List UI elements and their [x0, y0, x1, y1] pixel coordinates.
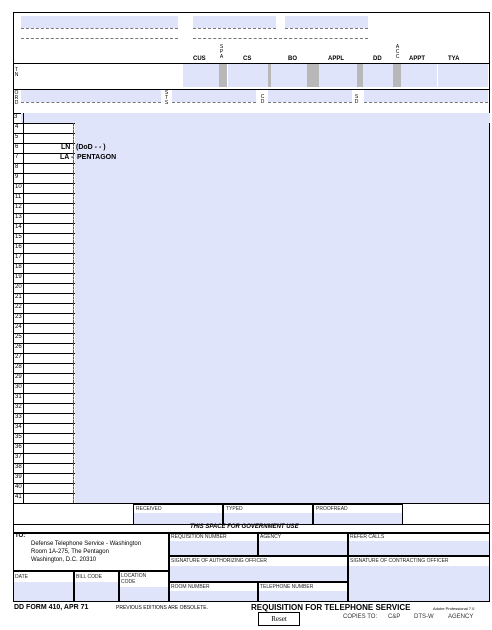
room-number-label: ROOM NUMBER	[171, 584, 210, 590]
row-divider	[73, 123, 74, 133]
row-divider	[73, 433, 74, 443]
row-number: 13	[15, 214, 22, 220]
refer-calls-field[interactable]	[349, 541, 489, 555]
row-number: 40	[15, 484, 22, 490]
received-field[interactable]	[134, 513, 222, 524]
row-number: 11	[15, 194, 22, 200]
bill-code-field[interactable]	[75, 582, 118, 601]
row-divider	[73, 443, 74, 453]
row-divider	[73, 293, 74, 303]
top-field-2[interactable]	[193, 16, 276, 28]
row-entry-field[interactable]	[75, 233, 489, 243]
row-divider	[73, 413, 74, 423]
row-divider	[73, 463, 74, 473]
row-divider	[73, 193, 74, 203]
adobe-note: Adobe Professional 7.0	[433, 606, 475, 611]
previous-editions: PREVIOUS EDITIONS ARE OBSOLETE.	[116, 605, 208, 611]
ord-field-4[interactable]	[364, 90, 488, 102]
row-entry-field[interactable]	[75, 393, 489, 403]
telephone-number-field[interactable]	[259, 591, 347, 601]
tn-field-cus[interactable]	[183, 64, 219, 87]
row-divider	[73, 353, 74, 363]
proofread-field[interactable]	[314, 513, 402, 524]
to-label: TO:	[15, 533, 26, 539]
telephone-number-label: TELEPHONE NUMBER	[260, 584, 314, 590]
row-number: 18	[15, 264, 22, 270]
date-field[interactable]	[14, 582, 73, 601]
row-number: 3	[14, 114, 18, 120]
to-address-1: Defense Telephone Service - Washington	[31, 541, 142, 547]
col-bo: BO	[288, 56, 297, 62]
row-entry-field[interactable]	[75, 203, 489, 213]
top-field-1[interactable]	[21, 16, 178, 28]
row-divider	[73, 423, 74, 433]
row-number: 30	[15, 384, 22, 390]
ln-value: (DoD - - )	[76, 144, 106, 151]
row-number: 16	[15, 244, 22, 250]
tn-field-appl[interactable]	[319, 64, 357, 87]
row-divider	[73, 133, 74, 143]
la-label: LA -	[60, 154, 74, 161]
tn-field-appt[interactable]	[401, 64, 437, 87]
copies-to-label: COPIES TO:	[343, 614, 378, 620]
row-number: 31	[15, 394, 22, 400]
ord-field-3-line	[268, 102, 352, 103]
row-number: 27	[15, 354, 22, 360]
row-divider	[73, 233, 74, 243]
row-entry-field[interactable]	[75, 373, 489, 383]
row-entry-field[interactable]	[75, 323, 489, 333]
la-value: PENTAGON	[77, 154, 117, 161]
top-field-2b-line	[193, 38, 368, 39]
row-number: 34	[15, 424, 22, 430]
row-entry-field[interactable]	[75, 343, 489, 353]
row-number: 23	[15, 314, 22, 320]
top-field-3[interactable]	[285, 16, 368, 28]
ord-field-2[interactable]	[172, 90, 256, 102]
bill-code-label: BILL CODE	[76, 574, 102, 580]
row-number: 28	[15, 364, 22, 370]
ord-cd-label: C D	[260, 94, 265, 105]
tn-field-cs[interactable]	[228, 64, 268, 87]
form-id: DD FORM 410, APR 71	[14, 604, 89, 611]
row-entry-field[interactable]	[75, 163, 489, 173]
row-number: 4	[15, 124, 19, 130]
row-divider	[73, 223, 74, 233]
row-number: 17	[15, 254, 22, 260]
reset-button[interactable]: Reset	[258, 612, 300, 626]
copy-dts: DTS-W	[414, 614, 434, 620]
row-number: 9	[15, 174, 19, 180]
row-entry-field[interactable]	[75, 243, 489, 253]
row-divider	[73, 393, 74, 403]
tn-field-bo[interactable]	[271, 64, 307, 87]
ord-sd-label: S D	[354, 94, 359, 105]
tn-sep-3	[307, 64, 319, 87]
row-entry-field[interactable]	[75, 273, 489, 283]
typed-field[interactable]	[224, 513, 312, 524]
date-label: DATE	[15, 574, 28, 580]
row-entry-field[interactable]	[75, 213, 489, 223]
row-divider	[73, 303, 74, 313]
refer-calls-label: REFER CALLS	[350, 534, 385, 540]
row-number: 15	[15, 234, 22, 240]
row-divider	[73, 493, 74, 503]
row-divider	[73, 273, 74, 283]
row-divider	[73, 383, 74, 393]
col-tya: TYA	[448, 56, 460, 62]
row-number: 38	[15, 464, 22, 470]
row-number: 8	[15, 164, 19, 170]
col-cs: CS	[243, 56, 252, 62]
row-divider	[73, 263, 74, 273]
row-entry-field[interactable]	[75, 363, 489, 373]
room-number-field[interactable]	[170, 591, 257, 601]
row-entry-field[interactable]	[75, 413, 489, 423]
row-entry-field[interactable]	[75, 143, 489, 153]
row-number: 7	[15, 154, 19, 160]
copy-agency: AGENCY	[448, 614, 474, 620]
top-field-2-line	[193, 28, 276, 29]
row-divider	[73, 203, 74, 213]
location-code-label: LOCATION CODE	[121, 573, 147, 585]
row-entry-field[interactable]	[75, 443, 489, 453]
row-number: 26	[15, 344, 22, 350]
row-entry-field[interactable]	[75, 223, 489, 233]
row-number: 22	[15, 304, 22, 310]
row-number: 25	[15, 334, 22, 340]
row-number: 12	[15, 204, 22, 210]
row-entry-field[interactable]	[75, 133, 489, 143]
top-field-3-line	[285, 28, 368, 29]
col-cus: CUS	[193, 56, 206, 62]
tn-sep-5	[393, 64, 401, 87]
row-number: 32	[15, 404, 22, 410]
requisition-label: REQUISITION NUMBER	[171, 534, 227, 540]
row-entry-field[interactable]	[75, 193, 489, 203]
row-number: 29	[15, 374, 22, 380]
row-divider	[73, 253, 74, 263]
row-entry-field[interactable]	[75, 303, 489, 313]
row-entry-field[interactable]	[75, 493, 489, 503]
row-entry-field[interactable]	[75, 463, 489, 473]
row-number: 39	[15, 474, 22, 480]
row-entry-field[interactable]	[75, 183, 489, 193]
row-divider	[73, 283, 74, 293]
row-entry-field[interactable]	[75, 283, 489, 293]
agency-label: AGENCY	[260, 534, 282, 540]
col-acc: A C C	[395, 44, 400, 60]
agency-field[interactable]	[259, 541, 347, 555]
row-entry-field[interactable]	[75, 293, 489, 303]
rows-num-border	[23, 113, 24, 503]
row-entry-field[interactable]	[75, 253, 489, 263]
row-divider	[73, 313, 74, 323]
table-row	[14, 493, 489, 504]
row-number: 21	[15, 294, 22, 300]
top-field-1b-line	[21, 38, 178, 39]
top-field-1-line	[21, 28, 178, 29]
row-entry-field[interactable]	[75, 313, 489, 323]
row-entry-field[interactable]	[75, 153, 489, 163]
row-number: 14	[15, 224, 22, 230]
ord-field-1[interactable]	[21, 90, 161, 102]
row-divider	[73, 173, 74, 183]
sig-contracting-label: SIGNATURE OF CONTRACTING OFFICER	[350, 558, 449, 564]
row-divider	[73, 363, 74, 373]
row-divider	[73, 213, 74, 223]
ord-field-4-line	[364, 102, 488, 103]
proofread-label: PROOFREAD	[316, 506, 348, 512]
sig-authorizing-field[interactable]	[170, 566, 347, 581]
col-spa: S P A	[219, 44, 224, 60]
row-number: 35	[15, 434, 22, 440]
copy-cp: C&P	[388, 614, 401, 620]
sig-authorizing-label: SIGNATURE OF AUTHORIZING OFFICER	[171, 558, 268, 564]
ord-field-3[interactable]	[268, 90, 352, 102]
tn-field-dd[interactable]	[363, 64, 393, 87]
row-number: 41	[15, 494, 22, 500]
row-entry-field[interactable]	[75, 123, 489, 133]
row-number: 24	[15, 324, 22, 330]
row-entry-field[interactable]	[75, 433, 489, 443]
row-entry-field[interactable]	[75, 263, 489, 273]
tn-label: T N	[14, 67, 19, 78]
form-title: REQUISITION FOR TELEPHONE SERVICE	[251, 603, 411, 612]
ord-field-1-line	[21, 102, 161, 103]
row-entry-field[interactable]	[75, 333, 489, 343]
row-divider	[73, 143, 74, 153]
row-divider	[73, 243, 74, 253]
row-divider	[73, 183, 74, 193]
row-number: 37	[15, 454, 22, 460]
row-entry-field[interactable]	[75, 473, 489, 483]
ln-label: LN	[61, 144, 71, 151]
row-divider	[73, 473, 74, 483]
tn-sep-1	[219, 64, 227, 87]
col-dd: DD	[373, 56, 382, 62]
row-entry-field[interactable]	[75, 403, 489, 413]
row-divider	[73, 373, 74, 383]
to-address-3: Washington, D.C. 20310	[31, 557, 97, 563]
row-number: 5	[15, 134, 19, 140]
requisition-field[interactable]	[170, 541, 257, 555]
location-code-field[interactable]	[120, 587, 168, 601]
row-entry-field[interactable]	[75, 383, 489, 393]
ord-label: O R D	[14, 90, 19, 106]
to-address-2: Room 1A-275, The Pentagon	[31, 549, 109, 555]
row-number: 33	[15, 414, 22, 420]
col-appt: APPT	[409, 56, 426, 62]
row-number: 36	[15, 444, 22, 450]
row-entry-field[interactable]	[75, 423, 489, 433]
row-divider	[73, 323, 74, 333]
ord-field-2-line	[172, 102, 256, 103]
row-number: 6	[15, 144, 19, 150]
rows-left-border	[13, 113, 14, 503]
row-entry-field[interactable]	[75, 483, 489, 493]
row-divider	[73, 343, 74, 353]
tn-field-tya[interactable]	[438, 64, 488, 87]
row-number: 19	[15, 274, 22, 280]
received-label: RECEIVED	[136, 506, 162, 512]
gov-space-label: THIS SPACE FOR GOVERNMENT USE	[190, 524, 299, 530]
row-entry-field[interactable]	[21, 113, 490, 123]
row-divider	[73, 163, 74, 173]
row-number: 10	[15, 184, 22, 190]
row-entry-field[interactable]	[75, 453, 489, 463]
row-divider	[73, 333, 74, 343]
row-divider	[73, 453, 74, 463]
row-entry-field[interactable]	[75, 353, 489, 363]
sig-contracting-field[interactable]	[349, 566, 489, 601]
row-number: 20	[15, 284, 22, 290]
row-entry-field[interactable]	[75, 173, 489, 183]
row-divider	[73, 403, 74, 413]
ord-sts-label: S T S	[164, 90, 169, 106]
typed-label: TYPED	[226, 506, 243, 512]
row-divider	[73, 483, 74, 493]
col-appl: APPL	[328, 56, 345, 62]
